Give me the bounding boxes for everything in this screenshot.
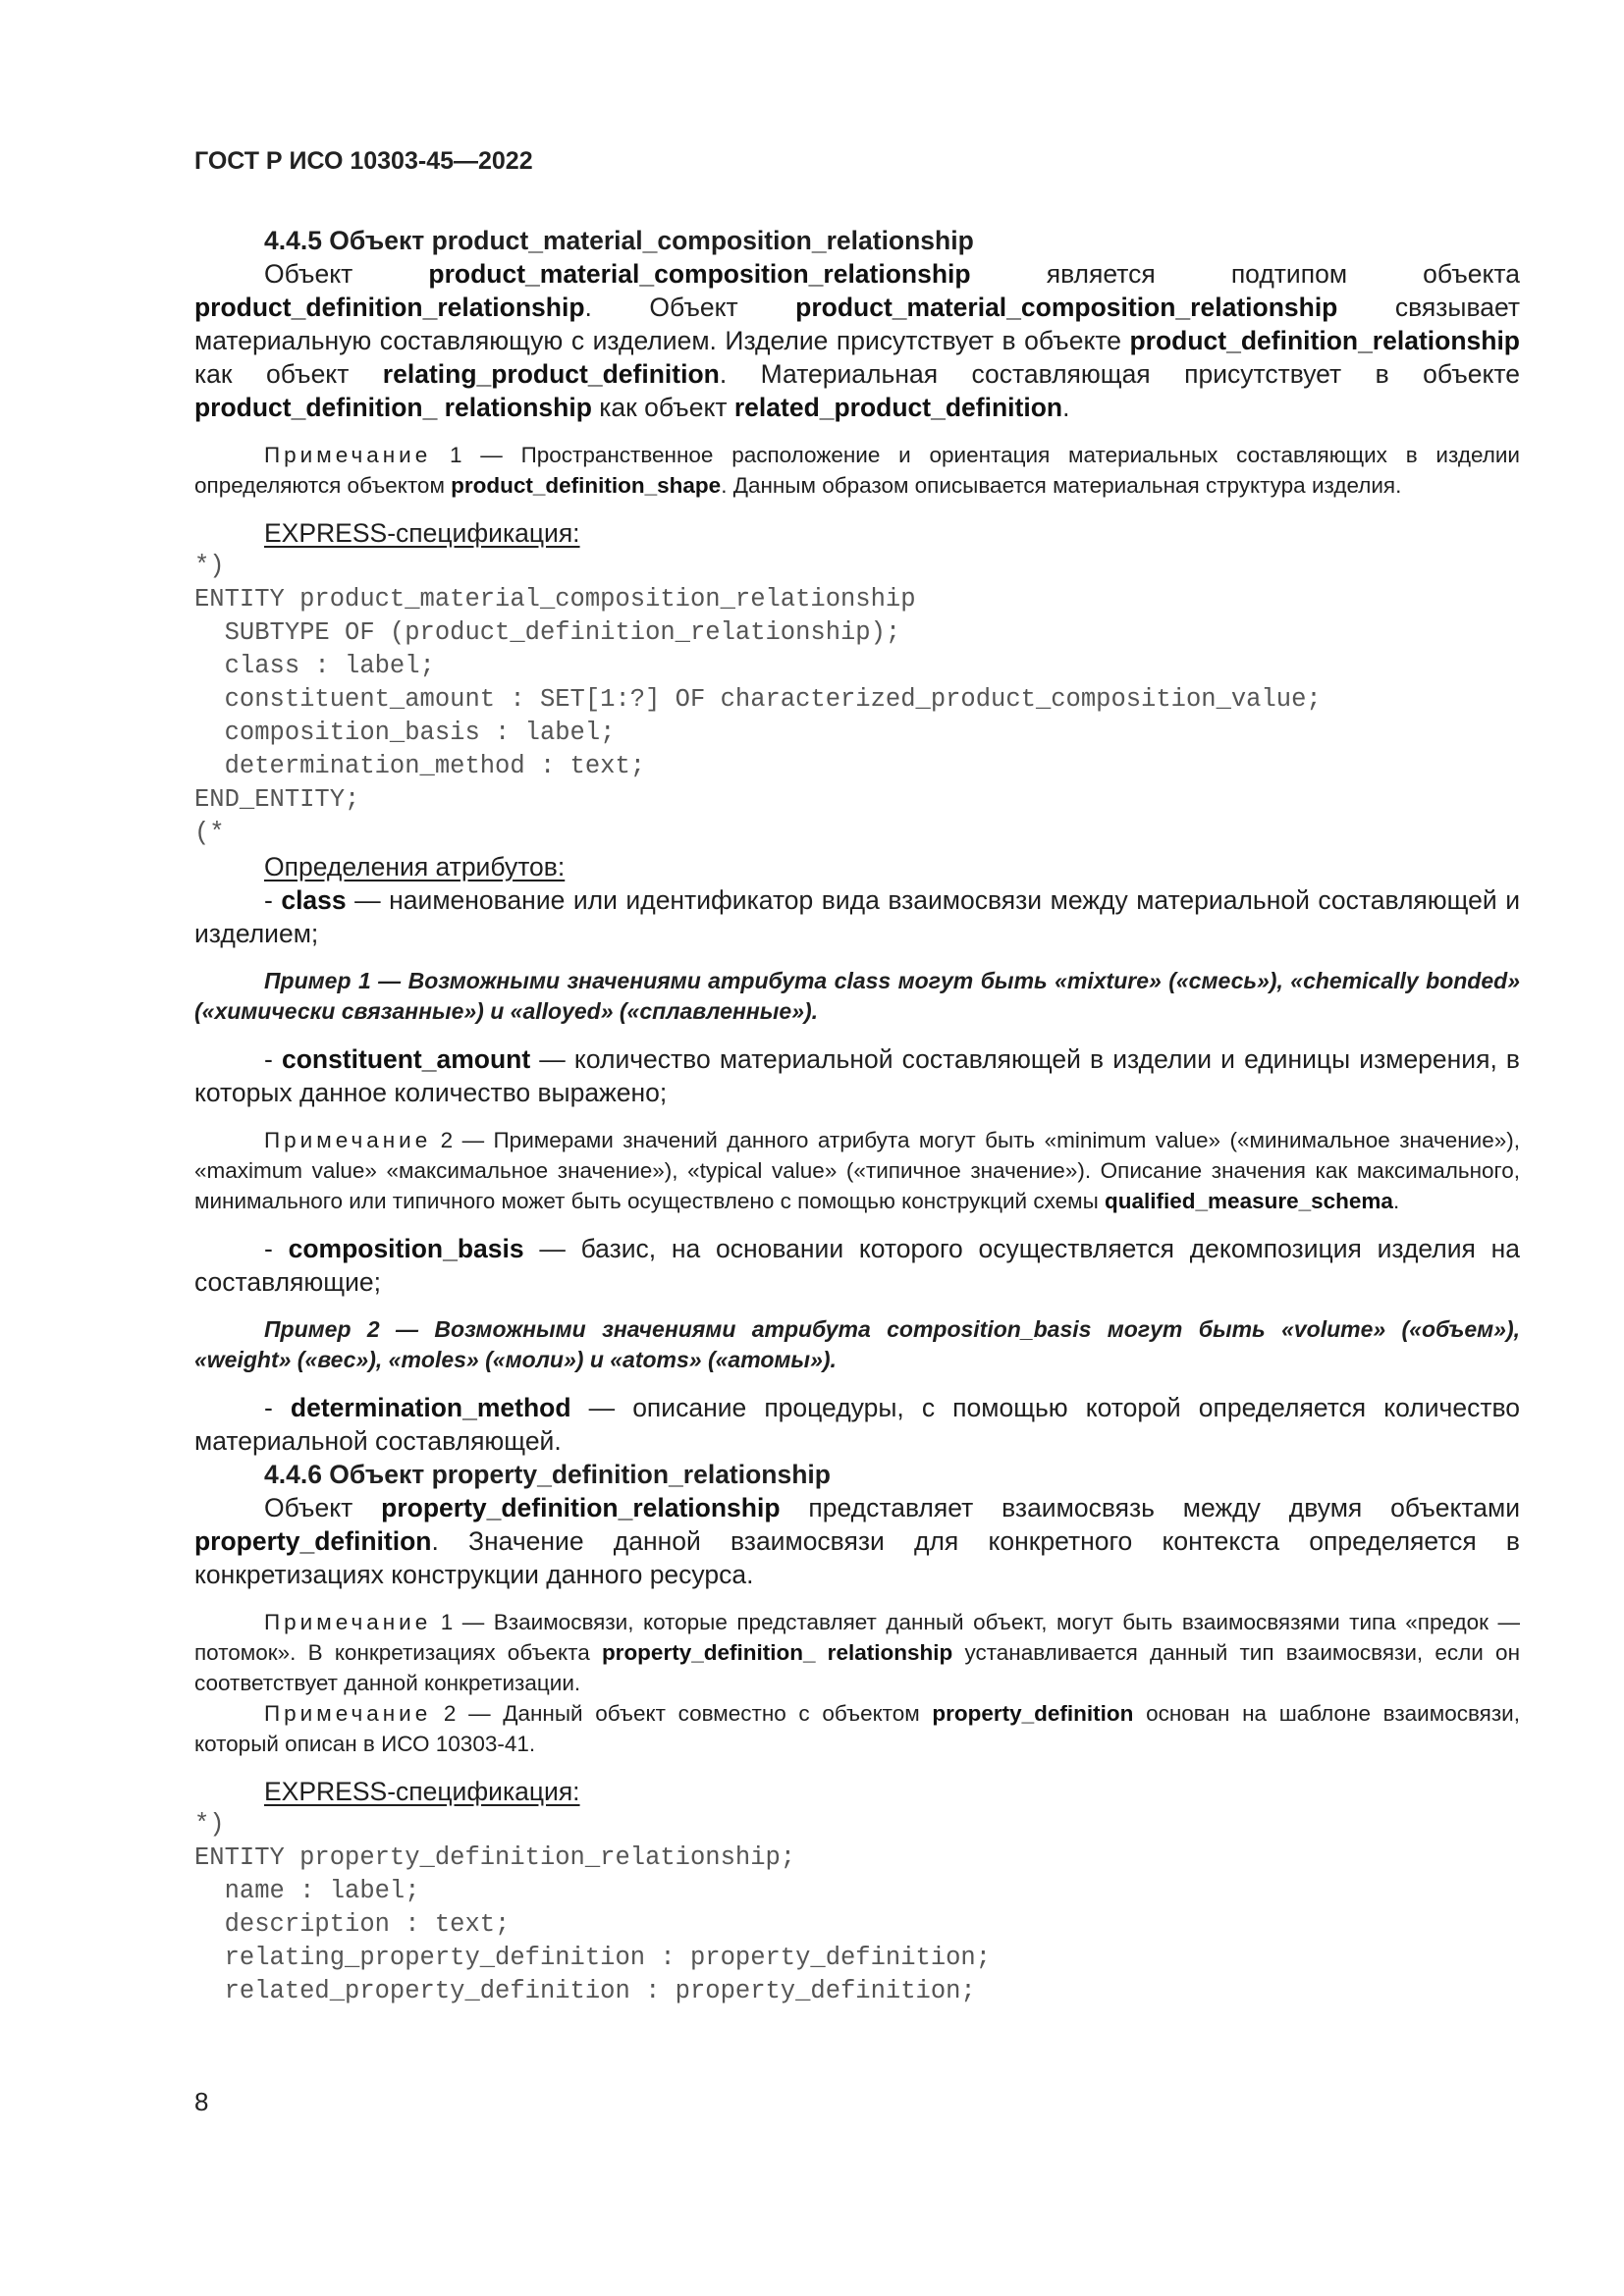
attribute-definitions-label: Определения атрибутов: [264,852,566,881]
attr-constituent-amount-definition: - constituent_amount — количество материальной составляющей в изделии и единицы измерения, в которых данное количество выражено; [194,1044,1521,1107]
note-1-445: Примечание 1 — Пространственное расположение и ориентация материальных составляющих в изделии определяются объектом product_definition_shape. Данным образом описывается материальная структура изделия. [194,443,1520,498]
example-2: Пример 2 — Возможными значениями атрибута composition_basis могут быть «volume» («объем»), «weight» («вес»), «moles» («моли») и «atoms» («атомы»). [194,1316,1520,1372]
code-line: ENTITY product_material_composition_relationship [194,585,916,614]
attr-composition-basis-definition: - composition_basis — базис, на основании которого осуществляется декомпозиция изделия на составляющие; [194,1234,1521,1297]
code-line: class : label; [194,652,435,680]
express-code-446 [194,1808,1520,2008]
note-2-446: Примечание 2 — Данный объект совместно с объектом property_definition основан на шаблоне взаимосвязи, который описан в ИСО 10303-41. [194,1701,1520,1756]
example-1: Пример 1 — Возможными значениями атрибута class могут быть «mixture» («смесь»), «chemically bonded» («химически связанные») и «alloyed» («сплавленные»). [194,968,1520,1024]
note-1-446: Примечание 1 — Взаимосвязи, которые представляет данный объект, могут быть взаимосвязями типа «предок — потомок». В конкретизациях объекта property_definition_ relationship устанавливается данный тип взаимосвязи, если он соответствует данной конкретизации. [194,1610,1521,1695]
code-line: composition_basis : label; [194,719,616,747]
code-line: (* [194,819,225,847]
code-line: ENTITY property_definition_relationship; [194,1843,796,1872]
express-code-445 [194,550,1520,850]
code-line: END_ENTITY; [194,785,360,814]
standard-header: ГОСТ Р ИСО 10303-45—2022 [194,147,533,175]
code-line: description : text; [194,1910,511,1939]
code-line: SUBTYPE OF (product_definition_relationship); [194,618,901,647]
page-number: 8 [194,2087,209,2116]
code-line: relating_property_definition : property_definition; [194,1944,992,1972]
attr-determination-method-definition: - determination_method — описание процедуры, с помощью которой определяется количество материальной составляющей. [194,1393,1520,1456]
code-line: *) [194,1810,225,1839]
code-line: related_property_definition : property_definition; [194,1977,976,2005]
express-spec-label-446: EXPRESS-спецификация: [264,1777,580,1806]
section-446-paragraph: Объект property_definition_relationship представляет взаимосвязь между двумя объектами property_definition. Значение данной взаимосвязи для конкретного контекста определяется в конкретизациях конструкции данного ресурса. [194,1493,1520,1589]
express-spec-label-445: EXPRESS-спецификация: [264,518,580,548]
code-line: constituent_amount : SET[1:?] OF characterized_product_composition_value; [194,685,1322,714]
section-445-paragraph: Объект product_material_composition_relationship является подтипом объекта product_definition_relationship. Объект product_material_composition_relationship связывает материальную составляющую с изделием. Изделие присутствует в объекте product_definition_relationship как объект relating_product_definition. Материальная составляющая присутствует в объекте product_definition_ relationship как объект related_product_definition. [194,259,1520,422]
section-heading-446: 4.4.6 Объект property_definition_relationship [264,1460,831,1489]
code-line: *) [194,552,225,580]
code-line: determination_method : text; [194,752,646,780]
attr-class-definition: - class — наименование или идентификатор вида взаимосвязи между материальной составляющей и изделием; [194,885,1520,948]
note-2-445: Примечание 2 — Примерами значений данного атрибута могут быть «minimum value» («минимальное значение»), «maximum value» «максимальное значение»), «typical value» («типичное значение»). Описание значения как максимального, минимального или типичного может быть осуществлено с помощью конструкций схемы qualified_measure_schema. [194,1128,1520,1213]
section-heading-445: 4.4.5 Объект product_material_composition_relationship [264,226,974,255]
page-content [194,224,1520,2008]
code-line: name : label; [194,1877,420,1905]
